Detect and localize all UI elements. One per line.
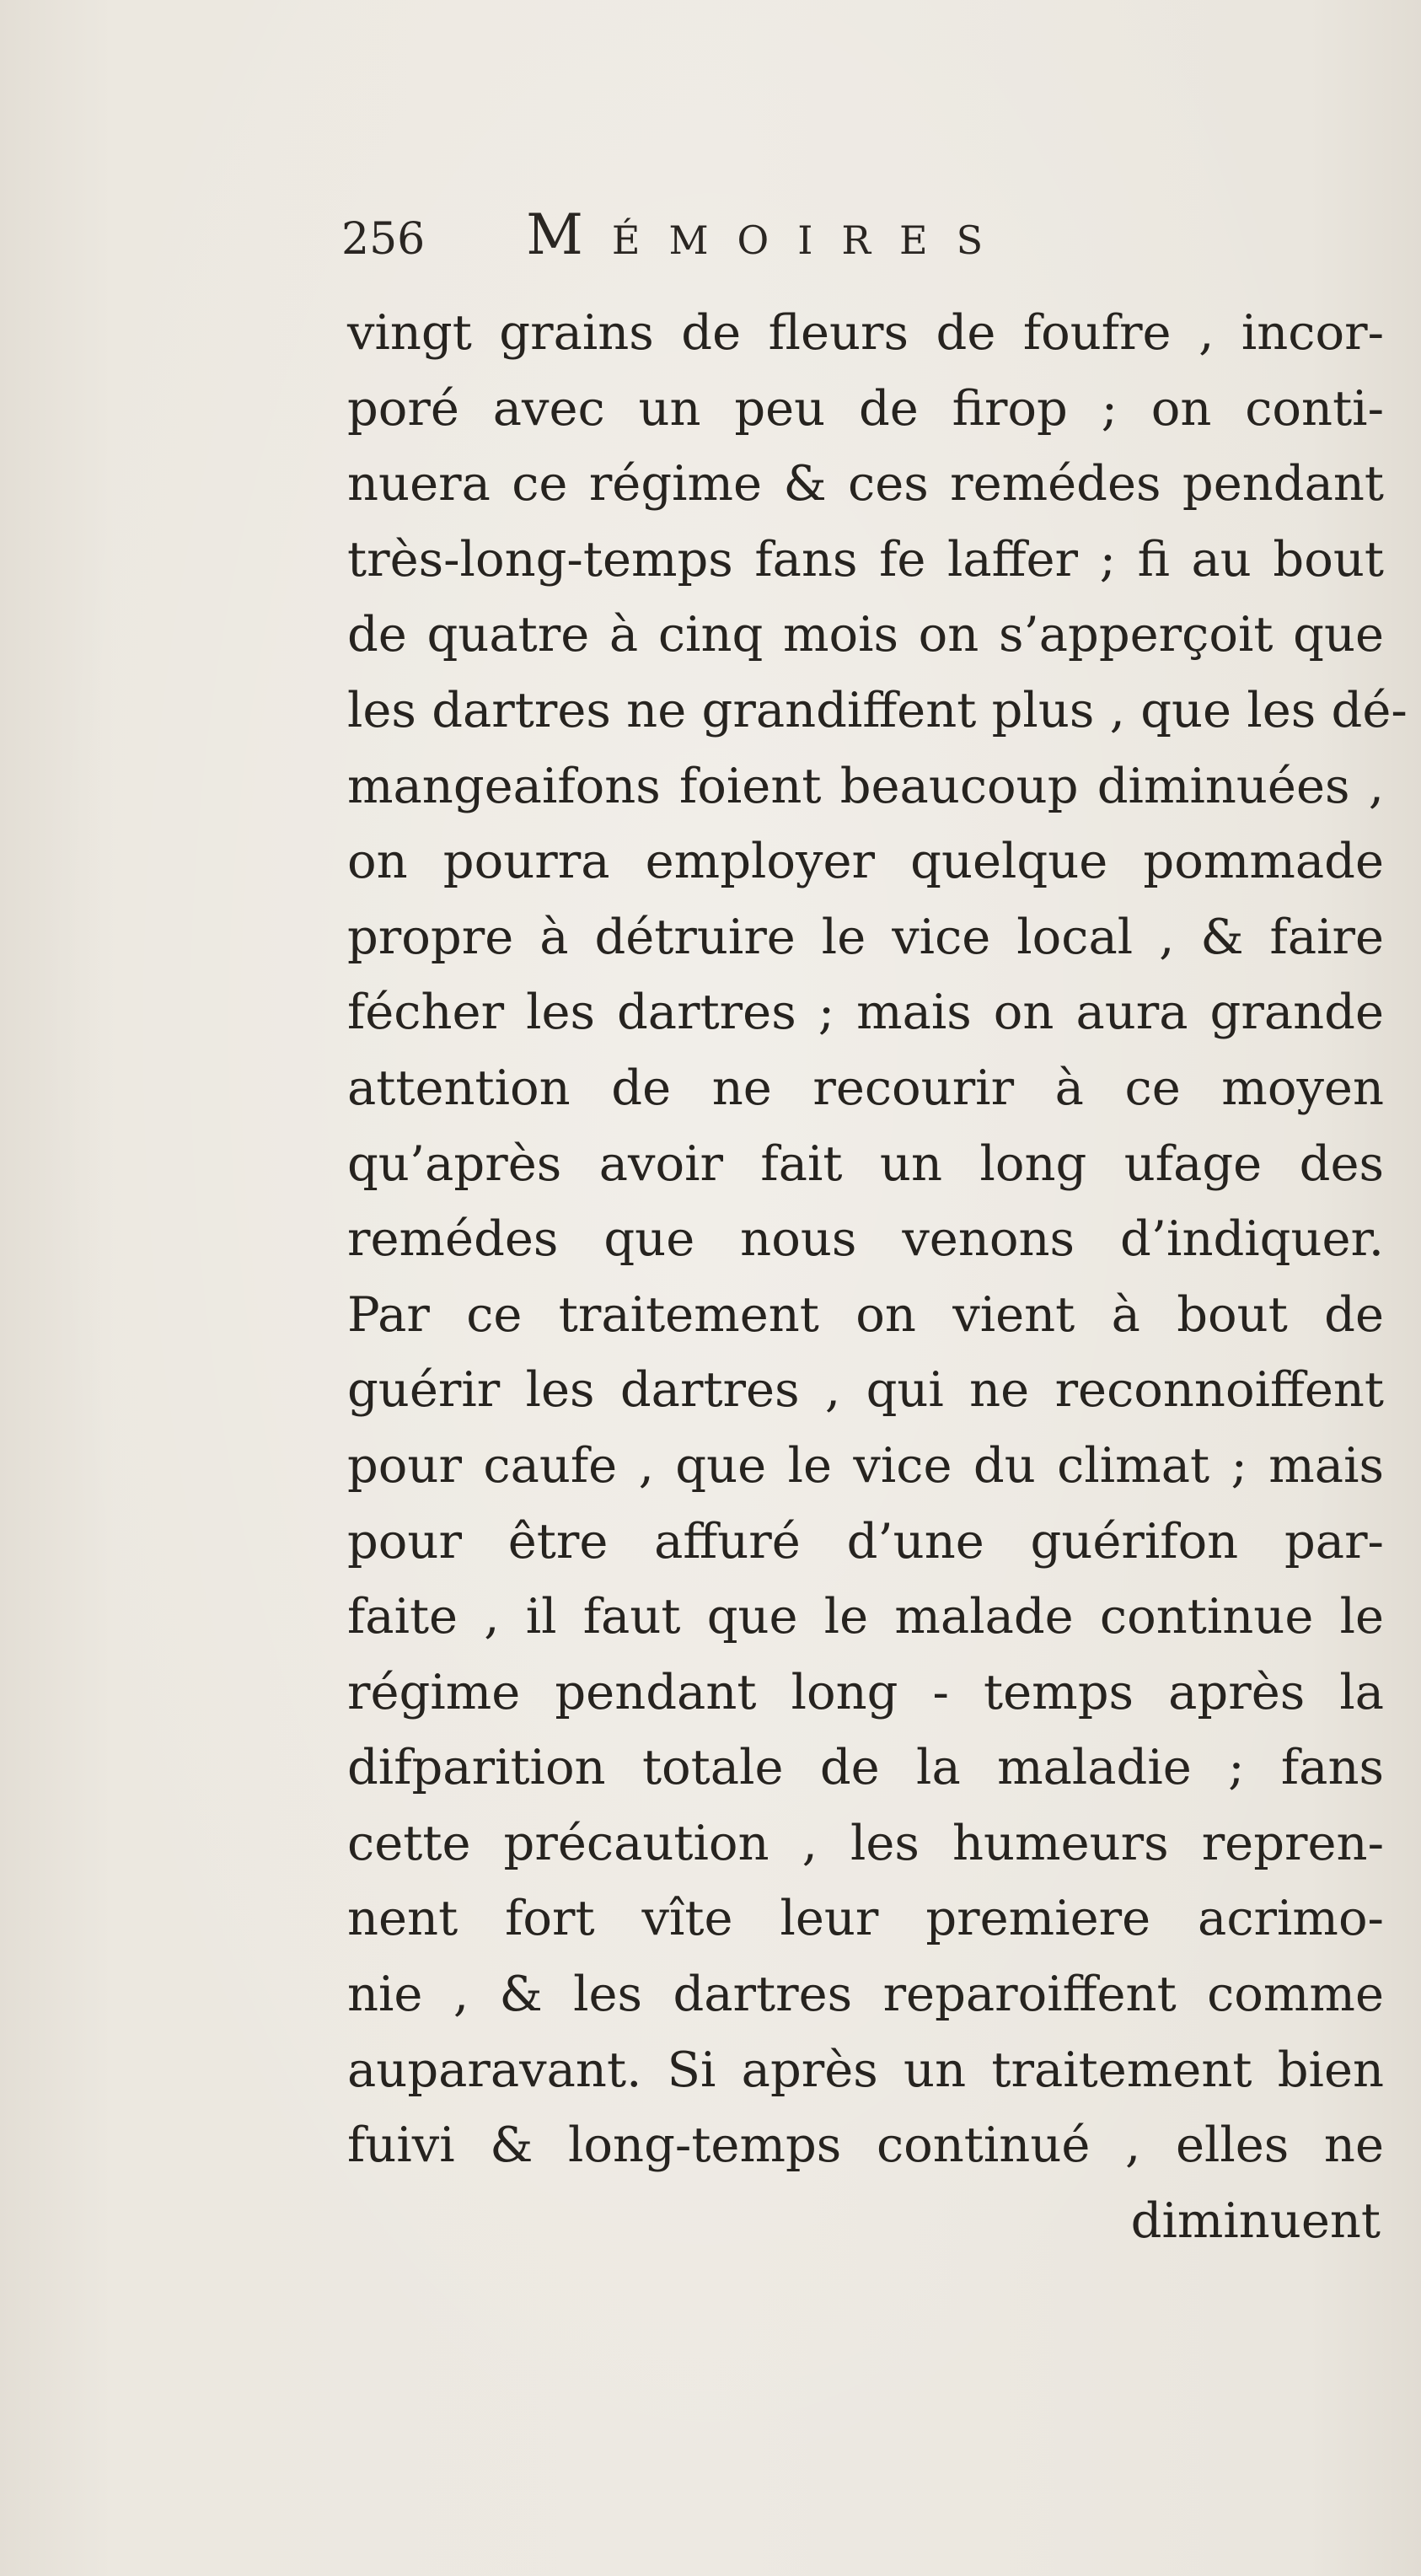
text-line: auparavant. Si après un traitement bien [347,2041,1384,2098]
text-line: faite , il faut que le malade continue le [347,1588,1384,1645]
body-text [347,295,1408,2258]
text-line: les dartres ne grandiffent plus , que les dé- [347,681,1408,738]
text-line: on pourra employer quelque pommade [347,833,1384,890]
text-line: propre à détruire le vice local , & faire [347,908,1384,965]
text-line: fécher les dartres ; mais on aura grande [347,984,1384,1041]
text-line: qu’après avoir fait un long ufage des [347,1135,1384,1192]
text-line: Par ce traitement on vient à bout de [347,1285,1384,1343]
text-line: cette précaution , les humeurs repren- [347,1814,1384,1871]
catchword: diminuent [1130,2192,1381,2249]
text-line: nuera ce régime & ces remédes pendant [347,455,1384,513]
text-line: pour être affuré d’une guérifon par- [347,1512,1384,1570]
running-head-rest: ÉMOIRES [611,217,1012,263]
text-line: remédes que nous venons d’indiquer. [347,1210,1384,1268]
text-line: régime pendant long - temps après la [347,1663,1384,1720]
text-line: fuivi & long-temps continué , elles ne [347,2117,1384,2174]
text-line: nent fort vîte leur premiere acrimo- [347,1890,1384,1947]
text-line: guérir les dartres , qui ne reconnoiffent [347,1361,1384,1419]
text-line: vingt grains de fleurs de foufre , incor- [347,304,1384,361]
text-line: mangeaifons foient beaucoup diminuées , [347,757,1384,814]
page-number: 256 [341,214,426,265]
text-line: attention de ne recourir à ce moyen [347,1059,1384,1116]
text-line: nie , & les dartres reparoiffent comme [347,1966,1384,2023]
text-line: poré avec un peu de firop ; on conti- [347,379,1384,437]
text-line: très-long-temps fans fe laffer ; fi au bout [347,530,1384,588]
text-line: difparition totale de la maladie ; fans [347,1739,1384,1796]
text-line: pour caufe , que le vice du climat ; mais [347,1436,1384,1494]
running-head-initial: M [526,202,612,267]
running-head [526,202,1011,267]
page-header [341,202,1011,278]
text-line: de quatre à cinq mois on s’apperçoit que [347,606,1384,663]
